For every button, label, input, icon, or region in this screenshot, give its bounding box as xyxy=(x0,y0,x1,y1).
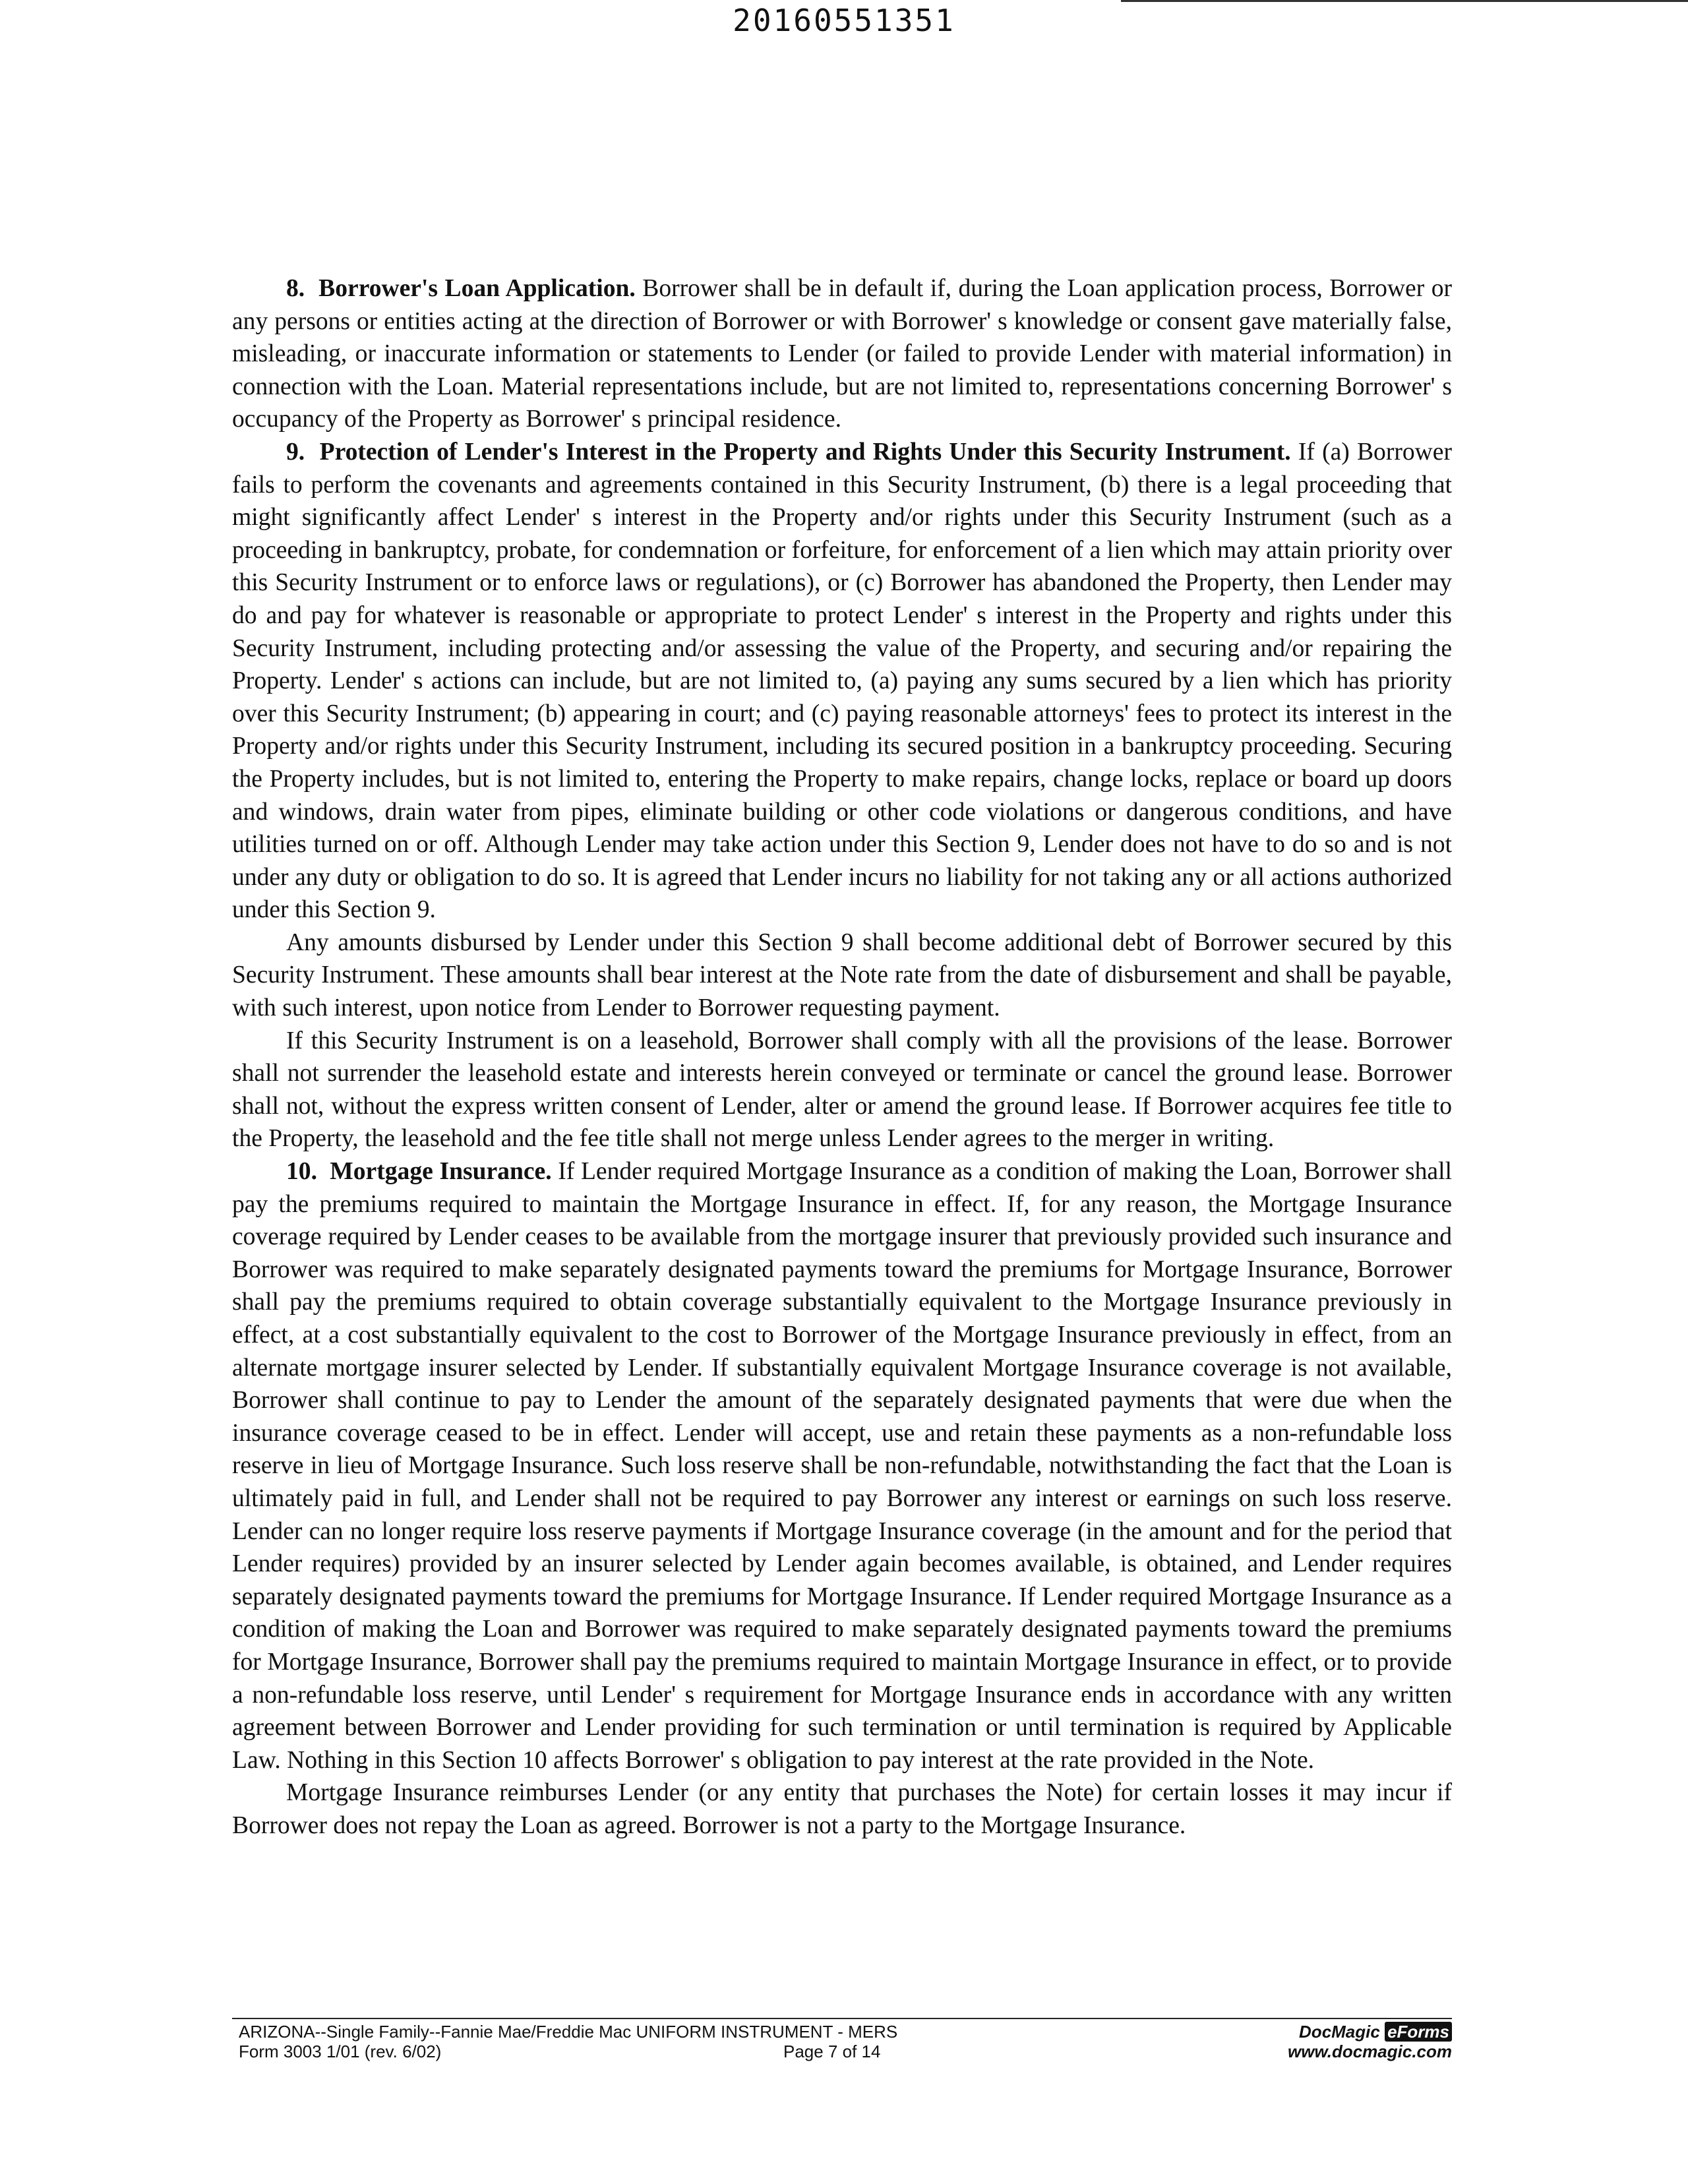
brand-name: DocMagic xyxy=(1299,2022,1380,2042)
page-number: Page 7 of 14 xyxy=(783,2042,881,2061)
section-heading: Mortgage Insurance. xyxy=(330,1158,552,1186)
page-footer xyxy=(239,2022,1452,2068)
form-number: Form 3003 1/01 (rev. 6/02) xyxy=(239,2042,442,2061)
section-10-paragraph xyxy=(232,1155,1452,1776)
section-text: If (a) Borrower fails to perform the covenants and agreements contained in this Security Instrument, (b) there is a legal proceeding that might significantly affect Lender' s interest in the Property and/or rights under this Security Instrument (such as a proceeding in bankruptcy, probate, for condemnation or forfeiture, for enforcement of a lien which may attain priority over this Security Instrument or to enforce laws or regulations), or (c) Borrower has abandoned the Property, then Lender may do and pay for whatever is reasonable or appropriate to protect Lender' s interest in the Property and rights under this Security Instrument, including protecting and/or assessing the value of the Property, and securing and/or repairing the Property. Lender' s actions can include, but are not limited to, (a) paying any sums secured by a lien which has priority over this Security Instrument; (b) appearing in court; and (c) paying reasonable attorneys' fees to protect its interest in the Property and/or rights under this Security Instrument, including its secured position in a bankruptcy proceeding. Securing the Property includes, but is not limited to, entering the Property to make repairs, change locks, replace or board up doors and windows, drain water from pipes, eliminate building or other code violations or dangerous conditions, and have utilities turned on or off. Although Lender may take action under this Section 9, Lender does not have to do so and is not under any duty or obligation to do so. It is agreed that Lender incurs no liability for not taking any or all actions authorized under this Section 9. xyxy=(232,438,1452,924)
section-8-paragraph xyxy=(232,272,1452,436)
section-text: If Lender required Mortgage Insurance as a condition of making the Loan, Borrower shall pay the premiums required to maintain the Mortgage Insurance in effect. If, for any reason, the Mortgage Insurance coverage required by Lender ceases to be available from the mortgage insurer that previously provided such insurance and Borrower was required to make separately designated payments toward the premiums for Mortgage Insurance, Borrower shall pay the premiums required to obtain coverage substantially equivalent to the Mortgage Insurance previously in effect, at a cost substantially equivalent to the cost to Borrower of the Mortgage Insurance previously in effect, from an alternate mortgage insurer selected by Lender. If substantially equivalent Mortgage Insurance coverage is not available, Borrower shall continue to pay to Lender the amount of the separately designated payments that were due when the insurance coverage ceased to be in effect. Lender will accept, use and retain these payments as a non-refundable loss reserve in lieu of Mortgage Insurance. Such loss reserve shall be non-refundable, notwithstanding the fact that the Loan is ultimately paid in full, and Lender shall not be required to pay Borrower any interest or earnings on such loss reserve. Lender can no longer require loss reserve payments if Mortgage Insurance coverage (in the amount and for the period that Lender requires) provided by an insurer selected by Lender again becomes available, is obtained, and Lender requires separately designated payments toward the premiums for Mortgage Insurance. If Lender required Mortgage Insurance as a condition of making the Loan and Borrower was required to make separately designated payments toward the premiums for Mortgage Insurance, Borrower shall pay the premiums required to maintain Mortgage Insurance in effect, or to provide a non-refundable loss reserve, until Lender' s requirement for Mortgage Insurance ends in accordance with any written agreement between Borrower and Lender providing for such termination or until termination is required by Applicable Law. Nothing in this Section 10 affects Borrower' s obligation to pay interest at the rate provided in the Note. xyxy=(232,1158,1452,1774)
section-9-paragraph xyxy=(232,436,1452,926)
section-number: 9. xyxy=(286,438,305,466)
footer-divider xyxy=(232,2018,1452,2019)
eforms-badge: eForms xyxy=(1385,2022,1452,2042)
top-edge-line xyxy=(1121,0,1688,2)
section-9-leasehold-paragraph: If this Security Instrument is on a leasehold, Borrower shall comply with all the provisions of the lease. Borrower shall not surrender the leasehold estate and interests herein conveyed or terminate or cancel the ground lease. Borrower shall not, without the express written consent of Lender, alter or amend the ground lease. If Borrower acquires fee title to the Property, the leasehold and the fee title shall not merge unless Lender agrees to the merger in writing. xyxy=(232,1027,1452,1153)
section-text: Borrower shall be in default if, during the Loan application process, Borrower or any persons or entities acting at the direction of Borrower or with Borrower' s knowledge or consent gave materially false, misleading, or inaccurate information or statements to Lender (or failed to provide Lender with material information) in connection with the Loan. Material representations include, but are not limited to, representations concerning Borrower' s occupancy of the Property as Borrower' s principal residence. xyxy=(232,275,1452,433)
document-body xyxy=(232,272,1452,1842)
footer-brand xyxy=(1288,2022,1452,2061)
section-number: 8. xyxy=(286,275,305,302)
section-heading: Protection of Lender's Interest in the Property and Rights Under this Security Instrument. xyxy=(319,438,1291,466)
section-10-reimbursement-paragraph: Mortgage Insurance reimburses Lender (or any entity that purchases the Note) for certain losses it may incur if Borrower does not repay the Loan as agreed. Borrower is not a party to the Mortgage Insurance. xyxy=(232,1779,1452,1839)
recording-number: 20160551351 xyxy=(733,3,955,38)
section-number: 10. xyxy=(286,1158,317,1186)
section-9-disbursement-paragraph: Any amounts disbursed by Lender under this Section 9 shall become additional debt of Borrower secured by this Security Instrument. These amounts shall bear interest at the Note rate from the date of disbursement and shall be payable, with such interest, upon notice from Lender to Borrower requesting payment. xyxy=(232,928,1452,1022)
brand-website: www.docmagic.com xyxy=(1288,2042,1452,2061)
form-title: ARIZONA--Single Family--Fannie Mae/Freddie Mac UNIFORM INSTRUMENT - MERS xyxy=(239,2022,898,2042)
brand-logo xyxy=(1288,2022,1452,2042)
section-heading: Borrower's Loan Application. xyxy=(318,275,636,302)
